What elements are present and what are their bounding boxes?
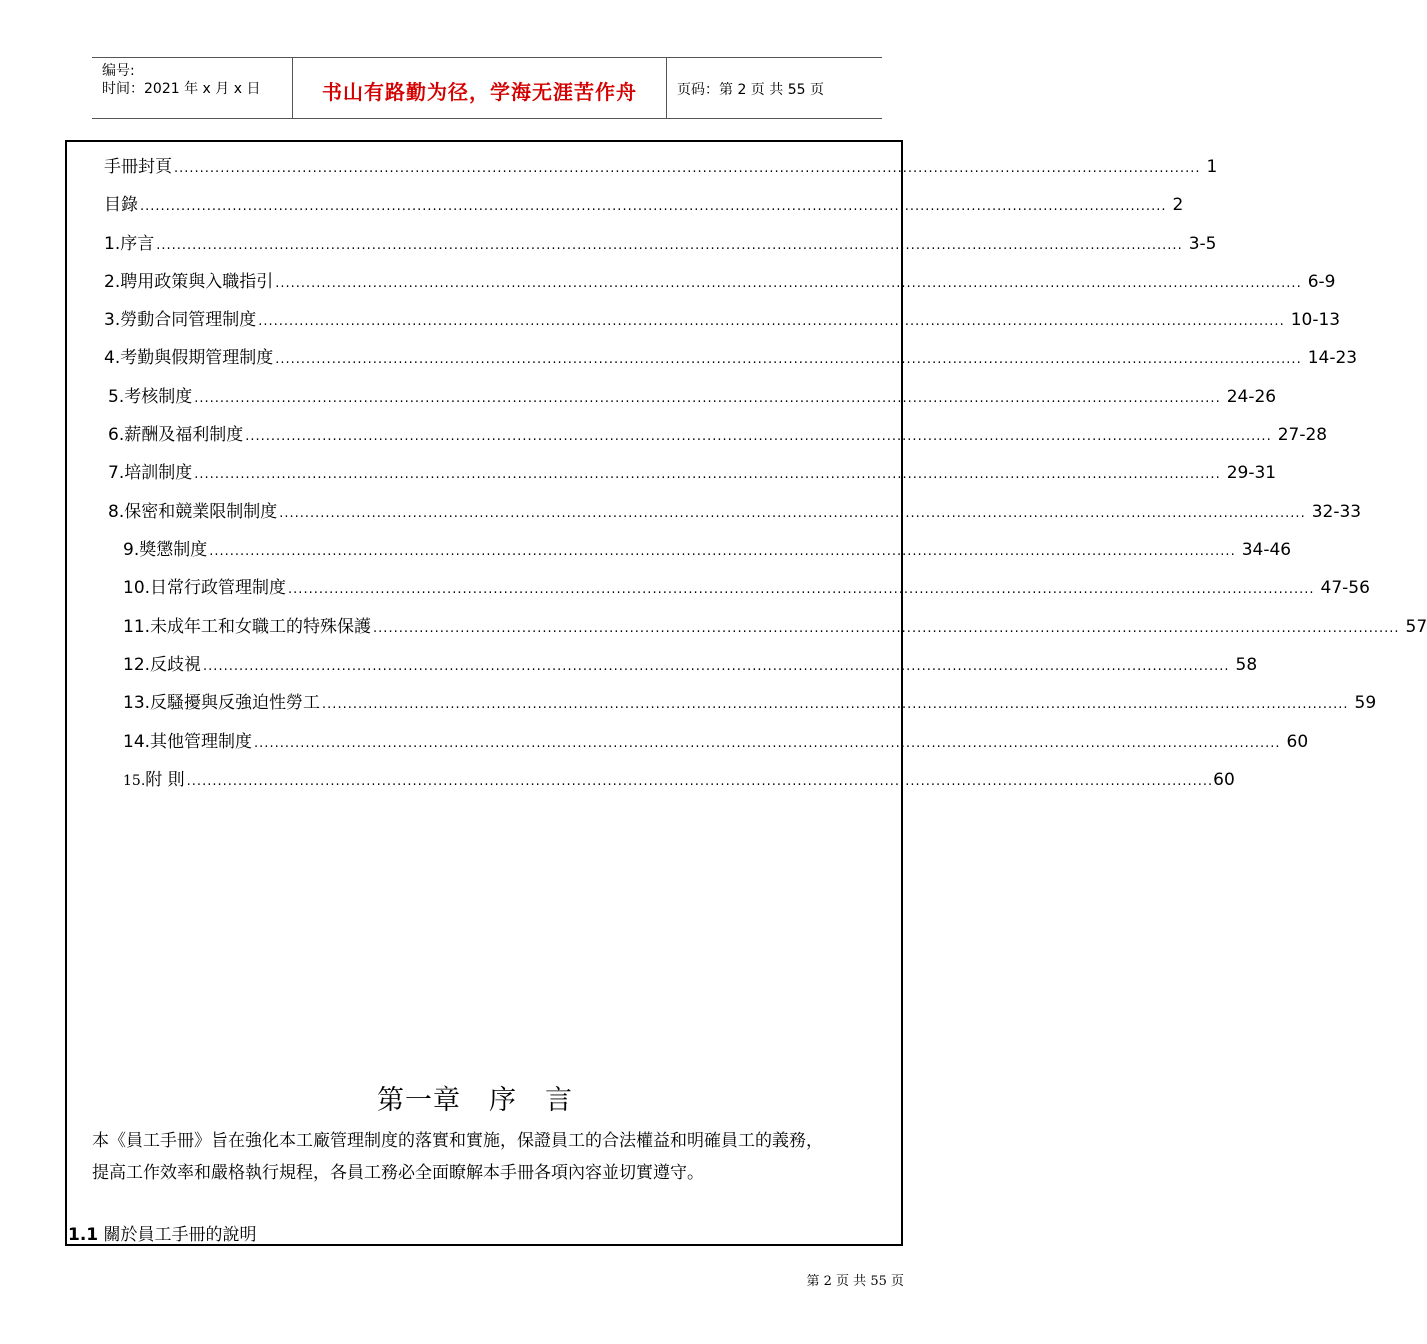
toc-leader-dots: ........................................................................................................................................................................................................ — [186, 774, 1214, 789]
toc-leader-dots: ........................................................................................................................................................................................................ — [258, 314, 1285, 329]
toc-entry-page: 57 — [1405, 617, 1427, 637]
toc-entry-page: 47-56 — [1320, 578, 1370, 598]
section-heading — [68, 1220, 257, 1245]
intro-paragraph-line-2: 提高工作效率和嚴格執行規程，各員工務必全面瞭解本手冊各項內容並切實遵守。 — [92, 1163, 704, 1183]
toc-entry-title: 9.獎懲制度 — [123, 540, 208, 560]
toc-entry-title: 14.其他管理制度 — [123, 732, 253, 752]
toc-entry-title: 1.序言 — [104, 234, 155, 254]
toc-entry[interactable] — [108, 420, 1328, 446]
toc-entry-title: 12.反歧視 — [123, 655, 202, 675]
toc-entry-page: 34-46 — [1241, 540, 1292, 560]
intro-paragraph-line-1: 本《員工手冊》旨在強化本工廠管理制度的落實和實施，保證員工的合法權益和明確員工的義務， — [92, 1131, 823, 1151]
section-number: 1.1 — [68, 1225, 99, 1245]
toc-leader-dots: ........................................................................................................................................................................................................ — [174, 161, 1201, 176]
toc-entry-title: 8.保密和競業限制制度 — [108, 502, 278, 522]
toc-leader-dots: ........................................................................................................................................................................................................ — [209, 544, 1236, 559]
toc-entry-page: 2 — [1172, 195, 1184, 215]
toc-leader-dots: ........................................................................................................................................................................................................ — [156, 238, 1183, 253]
toc-entry[interactable] — [123, 573, 1370, 599]
toc-entry-title: 10.日常行政管理制度 — [123, 578, 287, 598]
toc-entry-page: 32-33 — [1311, 502, 1362, 522]
header-page-cell — [667, 58, 882, 118]
header-motto: 书山有路勤为径，学海无涯苦作舟 — [322, 80, 637, 104]
toc-entry-page: 14-23 — [1307, 348, 1358, 368]
toc-entry-title: 3.勞動合同管理制度 — [104, 310, 257, 330]
toc-entry-number: 15. — [123, 773, 146, 789]
toc-entry-page: 1 — [1206, 157, 1218, 177]
toc-entry-page: 10-13 — [1290, 310, 1341, 330]
toc-leader-dots: ........................................................................................................................................................................................................ — [245, 429, 1272, 444]
toc-entry[interactable] — [108, 382, 1277, 408]
toc-entry-title: 4.考勤與假期管理制度 — [104, 348, 274, 368]
toc-entry-page: 58 — [1235, 655, 1258, 675]
toc-leader-dots: ........................................................................................................................................................................................................ — [194, 391, 1221, 406]
toc-entry[interactable] — [104, 267, 1336, 293]
toc-entry-page: 3-5 — [1188, 234, 1217, 254]
toc-entry-page: 6-9 — [1307, 272, 1336, 292]
toc-entry-page: 60 — [1213, 770, 1235, 790]
toc-entry[interactable] — [104, 190, 1184, 216]
section-title: 關於員工手冊的說明 — [98, 1225, 257, 1245]
toc-leader-dots: ........................................................................................................................................................................................................ — [140, 199, 1167, 214]
document-time-label: 时间：2021 年 x 月 x 日 — [102, 81, 261, 97]
toc-entry[interactable] — [104, 229, 1217, 255]
toc-entry-title: 2.聘用政策與入職指引 — [104, 272, 274, 292]
chapter-title: 第一章 序 言 — [377, 1085, 573, 1116]
toc-entry-title: 手冊封頁 — [104, 157, 172, 177]
page-header — [92, 57, 882, 119]
toc-entry[interactable] — [104, 152, 1218, 178]
header-motto-cell — [293, 58, 667, 118]
toc-leader-dots: ........................................................................................................................................................................................................ — [373, 621, 1400, 636]
toc-entry-page: 27-28 — [1277, 425, 1328, 445]
toc-leader-dots: ........................................................................................................................................................................................................ — [322, 697, 1349, 712]
toc-entry[interactable] — [123, 612, 1427, 638]
toc-entry-title: 6.薪酬及福利制度 — [108, 425, 244, 445]
toc-entry-page: 29-31 — [1226, 463, 1277, 483]
header-meta-cell — [92, 58, 293, 118]
toc-leader-dots: ........................................................................................................................................................................................................ — [288, 582, 1315, 597]
toc-entry-page: 24-26 — [1226, 387, 1277, 407]
toc-entry-title: 13.反騷擾與反強迫性勞工 — [123, 693, 321, 713]
toc-leader-dots: ........................................................................................................................................................................................................ — [254, 736, 1281, 751]
document-number-label: 编号: — [102, 63, 135, 79]
toc-entry[interactable] — [123, 535, 1292, 561]
toc-entry-title: 7.培訓制度 — [108, 463, 193, 483]
toc-entry-title: 11.未成年工和女職工的特殊保護 — [123, 617, 372, 637]
toc-entry[interactable] — [123, 727, 1309, 753]
toc-entry-title: 目錄 — [104, 195, 138, 215]
toc-entry[interactable] — [108, 497, 1362, 523]
toc-entry-title — [123, 765, 185, 790]
toc-entry[interactable] — [104, 343, 1358, 369]
toc-leader-dots: ........................................................................................................................................................................................................ — [203, 659, 1230, 674]
toc-leader-dots: ........................................................................................................................................................................................................ — [275, 352, 1302, 367]
toc-leader-dots: ........................................................................................................................................................................................................ — [194, 467, 1221, 482]
toc-entry[interactable] — [123, 765, 1235, 791]
toc-entry[interactable] — [108, 458, 1277, 484]
toc-leader-dots: ........................................................................................................................................................................................................ — [275, 276, 1302, 291]
toc-entry-title: 5.考核制度 — [108, 387, 193, 407]
toc-entry[interactable] — [123, 650, 1258, 676]
toc-leader-dots: ........................................................................................................................................................................................................ — [279, 506, 1306, 521]
toc-entry-title-text: 附 則 — [145, 770, 185, 790]
toc-entry-page: 60 — [1286, 732, 1309, 752]
page-footer: 第 2 页 共 55 页 — [806, 1274, 904, 1289]
toc-entry[interactable] — [123, 688, 1377, 714]
header-page-info: 页码：第 2 页 共 55 页 — [677, 82, 824, 98]
toc-entry[interactable] — [104, 305, 1341, 331]
toc-entry-page: 59 — [1354, 693, 1377, 713]
